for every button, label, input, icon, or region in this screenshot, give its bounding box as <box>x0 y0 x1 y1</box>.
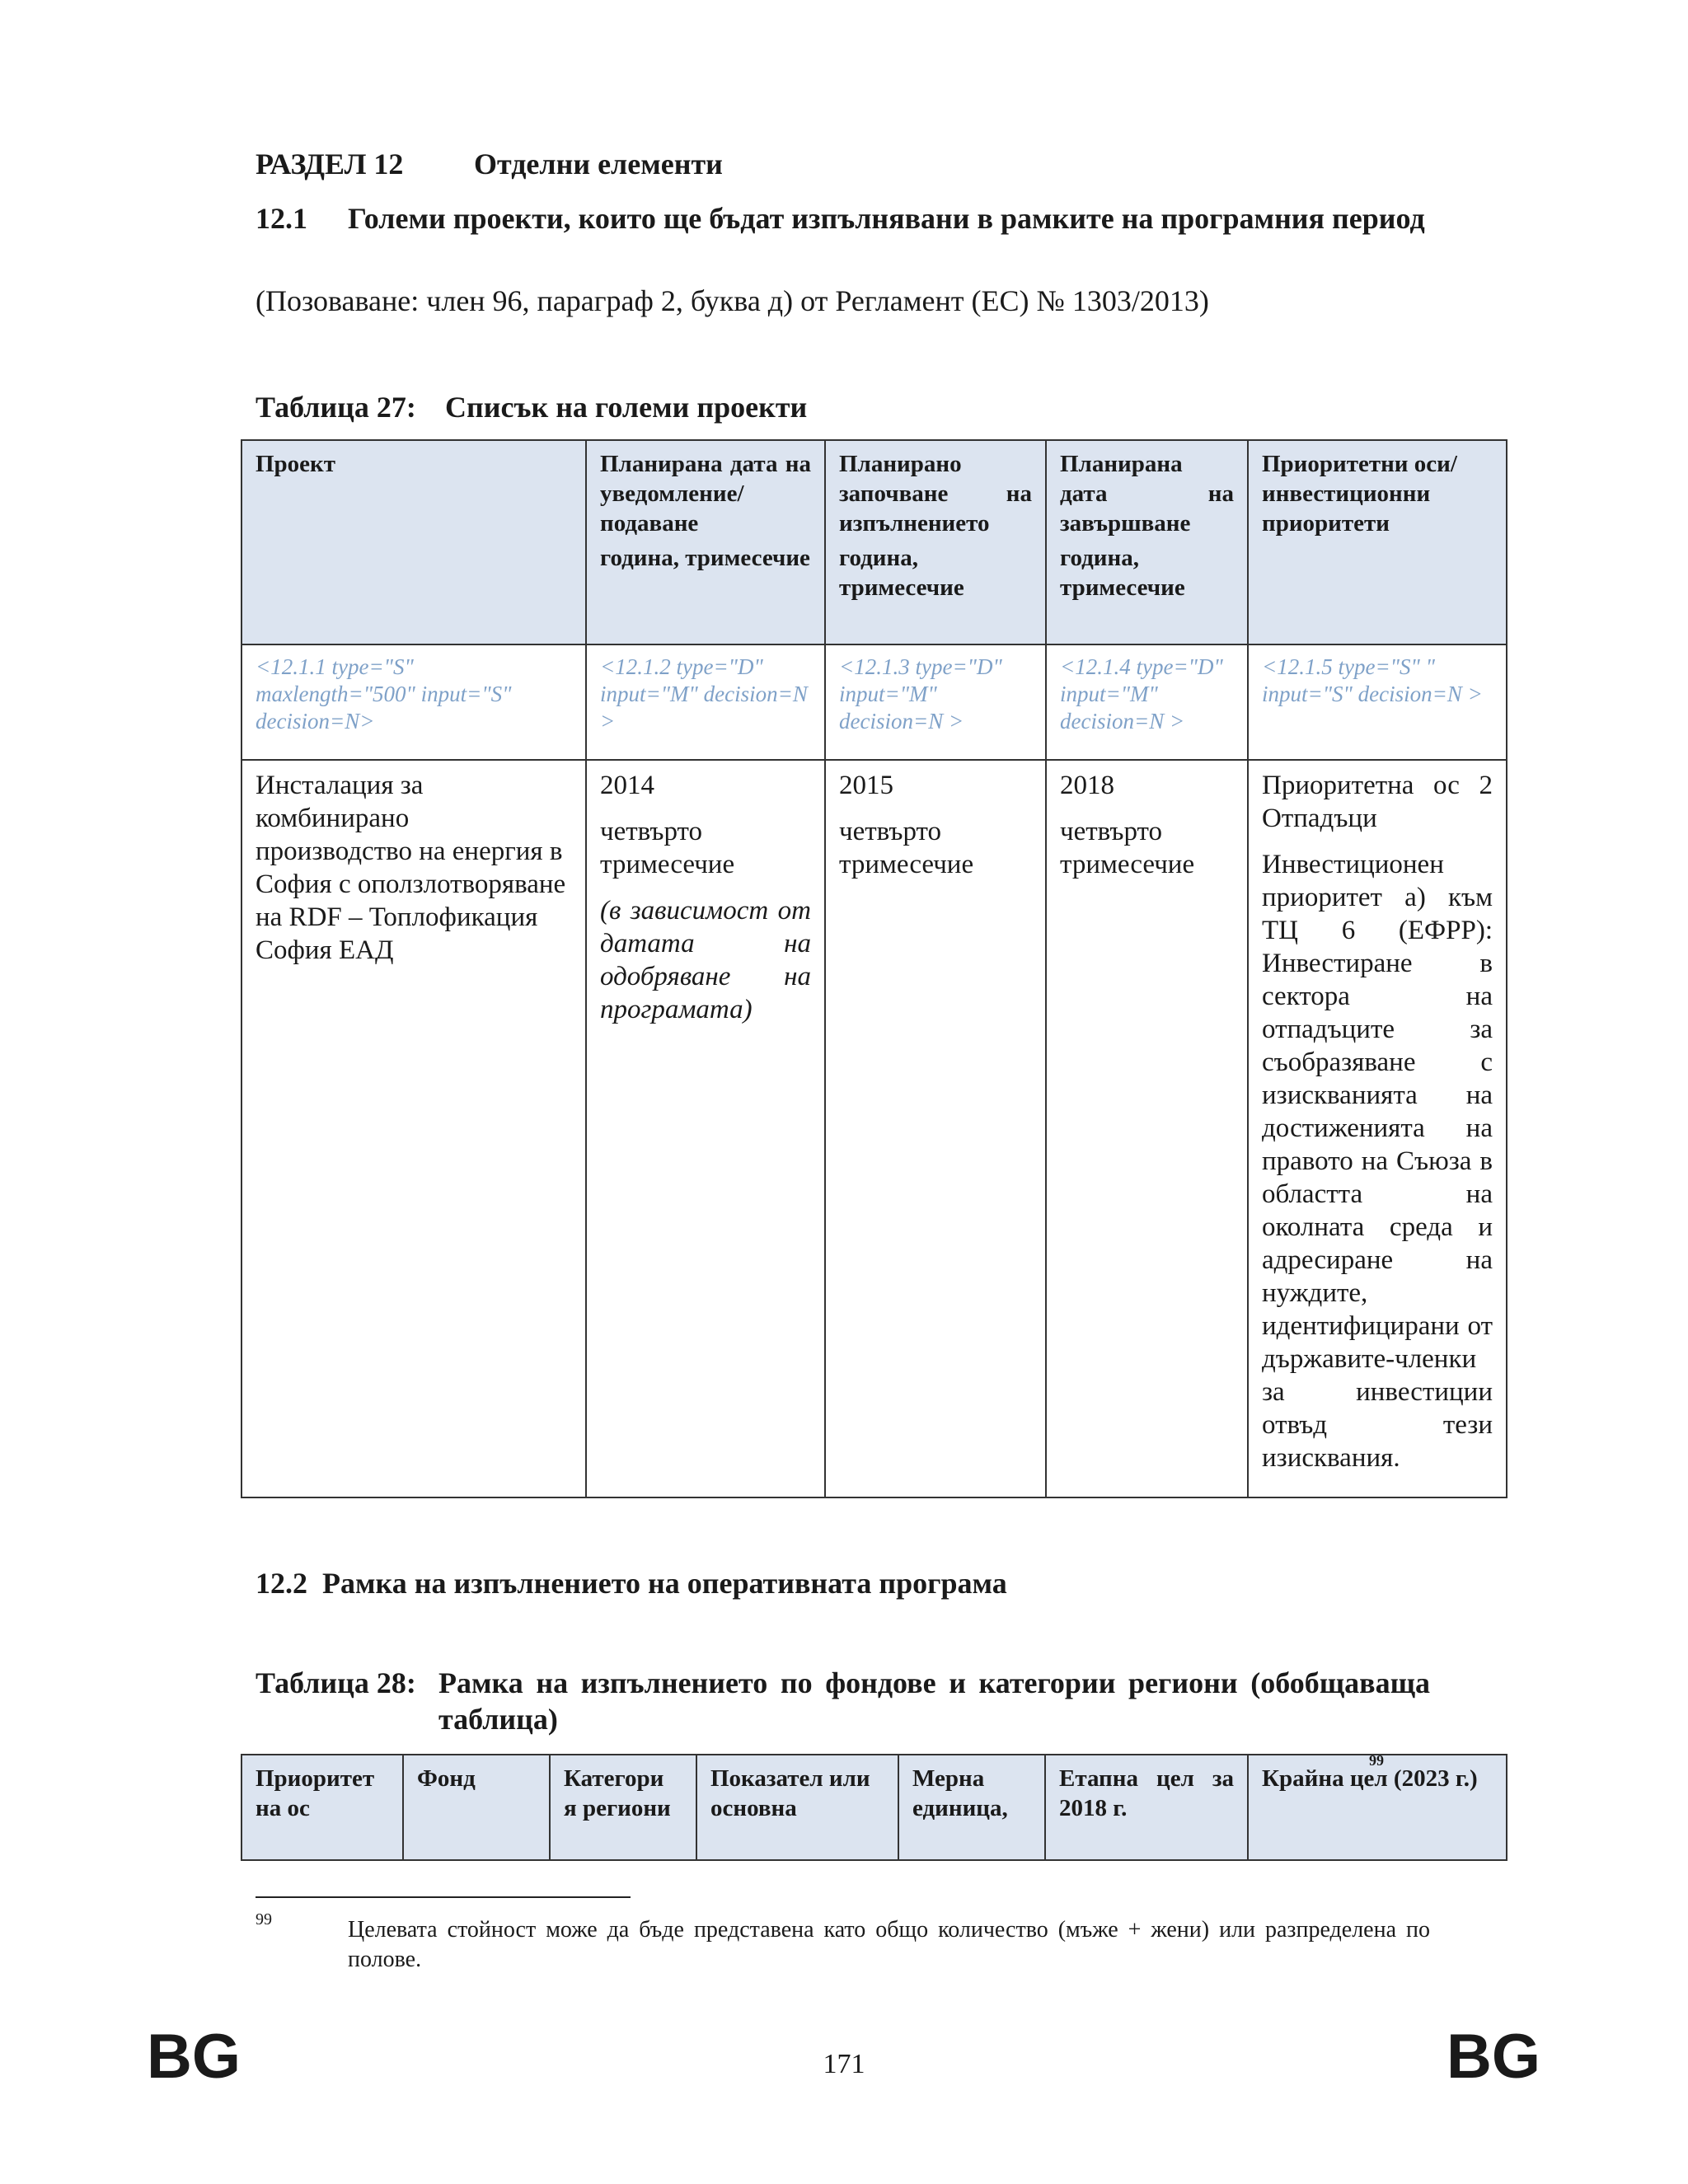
cell-start: 2015 четвърто тримесечие <box>825 760 1046 1497</box>
major-projects-table <box>241 439 1507 1498</box>
bg-language-mark-left: BG <box>147 2022 241 2092</box>
header-completion-date: Планирана дата на завършване година, тримесечие <box>1046 440 1248 644</box>
field-tag: <12.1.5 type="S" " input="S" decision=N > <box>1248 644 1507 760</box>
header-priority-axes: Приоритетни оси/инвестиционни приоритети <box>1248 440 1507 644</box>
footnote-text: Целевата стойност може да бъде представена като общо количество (мъже + жени) или разпределена по полове. <box>348 1917 1430 1972</box>
header-milestone-2018: Етапна цел за 2018 г. <box>1045 1755 1248 1860</box>
table28-label: Таблица 28: <box>256 1666 416 1699</box>
table-row <box>241 760 1507 1497</box>
table27-label: Таблица 27: <box>256 391 416 424</box>
cell-completion: 2018 четвърто тримесечие <box>1046 760 1248 1497</box>
subsection-12-2-number: 12.2 <box>256 1567 307 1600</box>
subsection-12-1-number: 12.1 <box>256 202 307 235</box>
header-priority-axis: Приоритет на ос <box>241 1755 403 1860</box>
header-project: Проект <box>241 440 586 644</box>
table27-tag-row <box>241 644 1507 760</box>
table28-caption <box>256 1665 1430 1737</box>
header-fund: Фонд <box>403 1755 550 1860</box>
header-final-target: Крайна цел (2023 г.) 99 <box>1248 1755 1507 1860</box>
section-title: Отделни елементи <box>474 148 723 180</box>
footnote-number: 99 <box>256 1910 272 1929</box>
header-unit: Мерна единица, <box>898 1755 1045 1860</box>
table28-header-row <box>241 1755 1507 1860</box>
header-indicator: Показател или основна <box>696 1755 898 1860</box>
subsection-12-1-heading <box>256 200 1430 237</box>
field-tag: <12.1.2 type="D" input="M" decision=N > <box>586 644 825 760</box>
page-number: 171 <box>823 2049 865 2079</box>
regulation-reference: (Позоваване: член 96, параграф 2, буква д) от Регламент (ЕС) № 1303/2013) <box>256 284 1209 317</box>
section-heading <box>256 147 723 181</box>
section-number: РАЗДЕЛ 12 <box>256 148 404 180</box>
header-notification-date: Планирана дата на уведомление/подаване година, тримесечие <box>586 440 825 644</box>
cell-priority: Приоритетна ос 2 Отпадъци Инвестиционен приоритет а) към ТЦ 6 (ЕФРР): Инвестиране в сектора на отпадъците за съобразяване с изискванията на достиженията на правото на Съюза в областта на околната среда и адресиране на нуждите, идентифицирани от държавите-членки за инвестиции отвъд тези изисквания. <box>1248 760 1507 1497</box>
header-region-category: Категори я региони <box>550 1755 696 1860</box>
subsection-12-2-heading <box>256 1566 1007 1601</box>
cell-notification: 2014 четвърто тримесечие (в зависимост от датата на одобряване на програмата) <box>586 760 825 1497</box>
field-tag: <12.1.4 type="D" input="M" decision=N > <box>1046 644 1248 760</box>
subsection-12-2-title: Рамка на изпълнението на оперативната програма <box>322 1567 1007 1600</box>
table27-header-row <box>241 440 1507 644</box>
footnote-separator <box>256 1896 631 1898</box>
table28-title: Рамка на изпълнението по фондове и категории региони (обобщаваща таблица) <box>438 1666 1430 1736</box>
bg-language-mark-right: BG <box>1447 2022 1540 2092</box>
performance-framework-table <box>241 1754 1507 1861</box>
cell-project-name: Инсталация за комбинирано производство на енергия в София с оползлотворяване на RDF – Топлофикация София ЕАД <box>241 760 586 1497</box>
table27-title: Списък на големи проекти <box>445 391 808 424</box>
field-tag: <12.1.3 type="D" input="M" decision=N > <box>825 644 1046 760</box>
header-start-date: Планирано започване на изпълнението година, тримесечие <box>825 440 1046 644</box>
subsection-12-1-title: Големи проекти, които ще бъдат изпълнявани в рамките на програмния период <box>348 202 1425 235</box>
table27-caption <box>256 390 807 424</box>
field-tag: <12.1.1 type="S" maxlength="500" input="S" decision=N> <box>241 644 586 760</box>
footnote-reference[interactable]: 99 <box>1369 1752 1384 1769</box>
